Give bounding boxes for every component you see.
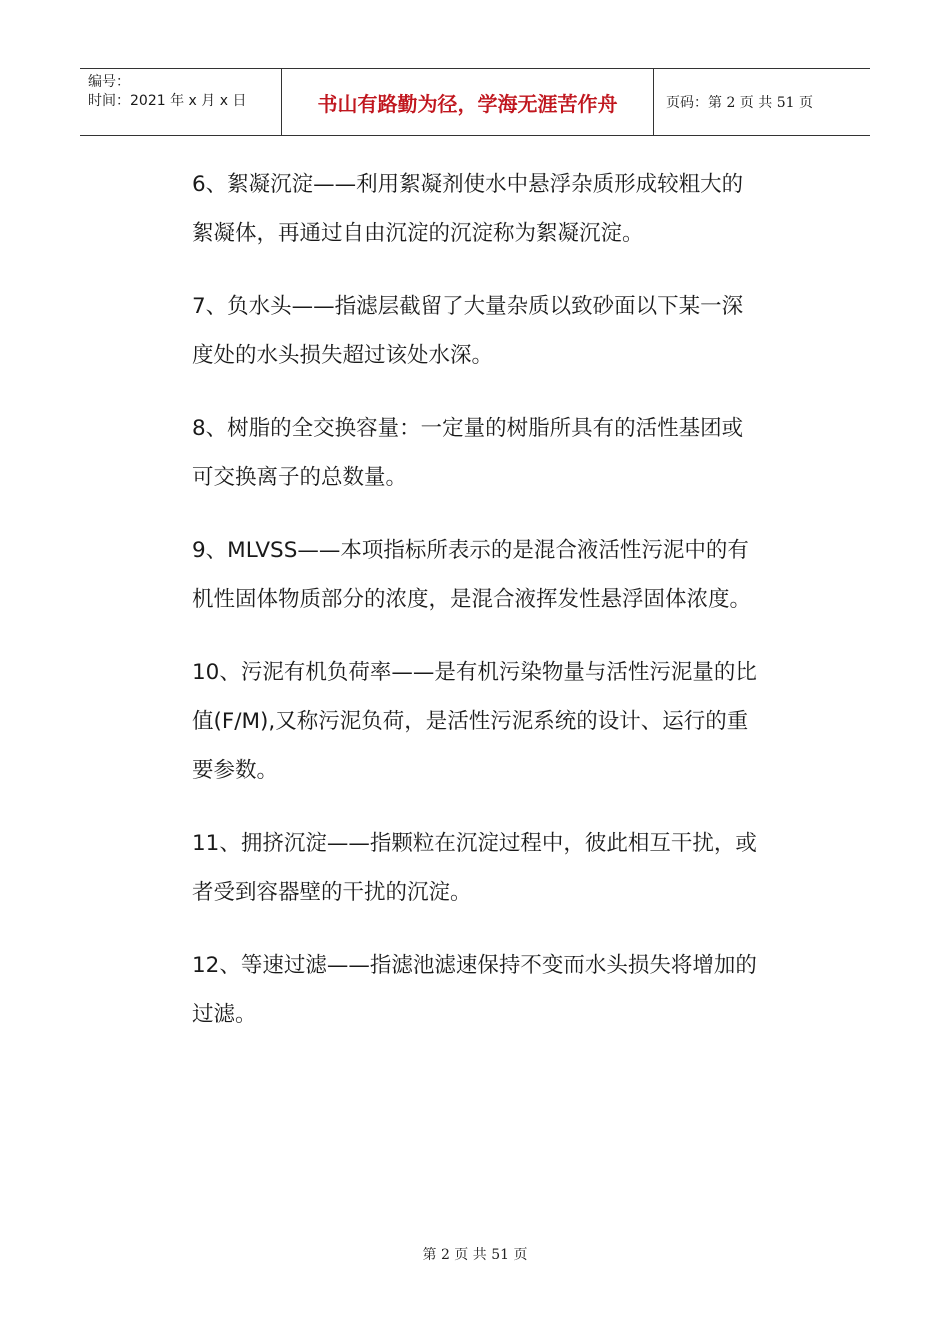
- term-entry-7: 7、负水头——指滤层截留了大量杂质以致砂面以下某一深度处的水头损失超过该处水深。: [192, 294, 744, 368]
- number-label: 编号：: [88, 74, 130, 90]
- header-meta: [80, 69, 281, 135]
- time-label: 时间：2021 年 x 月 x 日: [88, 93, 247, 109]
- term-entry-6: 6、絮凝沉淀——利用絮凝剂使水中悬浮杂质形成较粗大的絮凝体，再通过自由沉淀的沉淀称为絮凝沉淀。: [192, 172, 744, 246]
- header-motto: 书山有路勤为径，学海无涯苦作舟: [281, 69, 654, 135]
- term-entry-12: 12、等速过滤——指滤池滤速保持不变而水头损失将增加的过滤。: [192, 953, 757, 1027]
- document-body: [192, 160, 762, 1063]
- page-footer: 第 2 页 共 51 页: [422, 1247, 528, 1263]
- header-page-info: 页码：第 2 页 共 51 页: [666, 95, 813, 111]
- page-header: [80, 68, 870, 136]
- term-entry-8: 8、树脂的全交换容量：一定量的树脂所具有的活性基团或可交换离子的总数量。: [192, 416, 744, 490]
- term-entry-10: 10、污泥有机负荷率——是有机污染物量与活性污泥量的比值(F/M),又称污泥负荷，是活性污泥系统的设计、运行的重要参数。: [192, 660, 757, 783]
- term-entry-11: 11、拥挤沉淀——指颗粒在沉淀过程中，彼此相互干扰，或者受到容器壁的干扰的沉淀。: [192, 831, 757, 905]
- term-entry-9: 9、MLVSS——本项指标所表示的是混合液活性污泥中的有机性固体物质部分的浓度，是混合液挥发性悬浮固体浓度。: [192, 538, 752, 612]
